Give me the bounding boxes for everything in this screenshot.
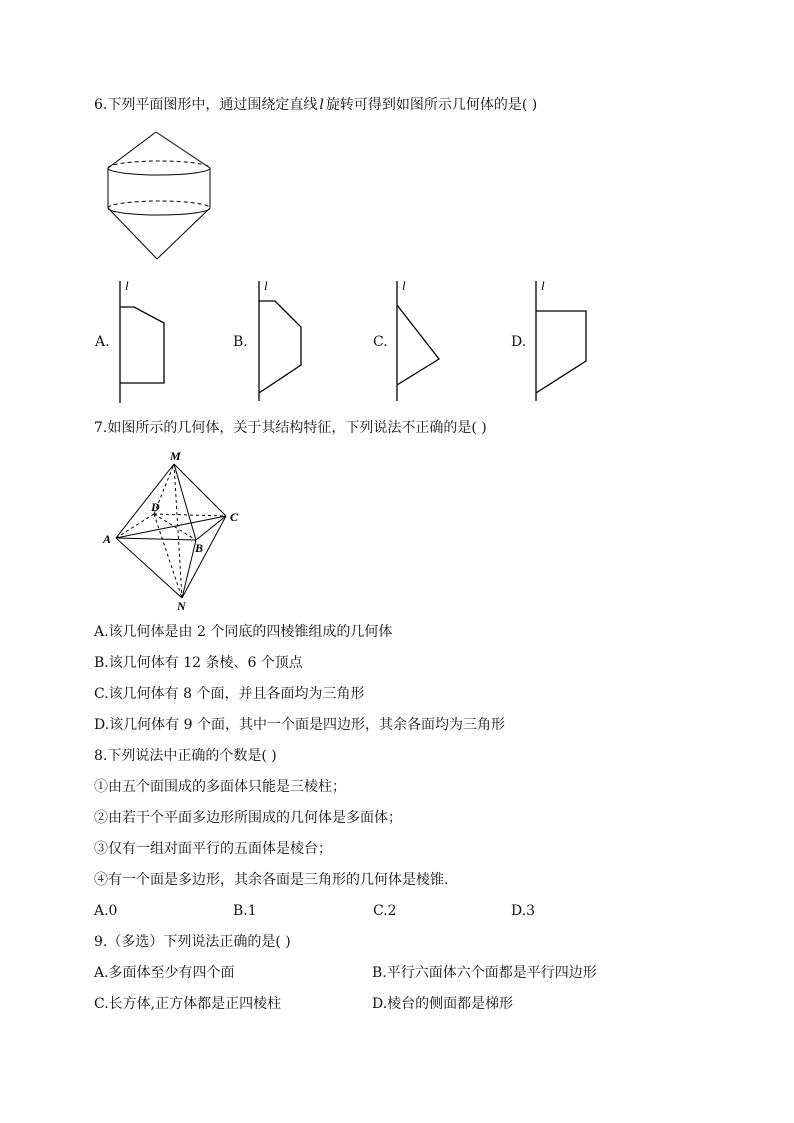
svg-text:l: l [402, 278, 406, 293]
q8-statement-2: ②由若干个平面多边形所围成的几何体是多面体； [94, 810, 402, 826]
vertex-d-label: D [151, 500, 160, 514]
svg-text:l: l [541, 278, 545, 293]
q7-stem: 7.如图所示的几何体，关于其结构特征，下列说法不正确的是( ) [94, 420, 487, 436]
vertex-b-label: B [195, 541, 204, 555]
q6-option-c-label: C. [373, 334, 388, 350]
q8-stem: 8.下列说法中正确的个数是( ) [94, 748, 277, 764]
q9-option-d: D.棱台的侧面都是梯形 [372, 996, 514, 1012]
q6-option-d-figure [530, 277, 594, 407]
q6-option-c-figure [391, 277, 451, 407]
vertex-a-label: A [103, 532, 112, 546]
q7-option-b: B.该几何体有 12 条棱、6 个顶点 [94, 655, 303, 671]
q6-stem-prefix: 6.下列平面图形中，通过围绕定直线 [94, 97, 318, 113]
q8-statement-1: ①由五个面围成的多面体只能是三棱柱； [94, 779, 346, 795]
vertex-c-label: C [230, 510, 239, 524]
q7-option-d: D.该几何体有 9 个面，其中一个面是四边形，其余各面均为三角形 [94, 717, 505, 733]
q9-option-b: B.平行六面体六个面都是平行四边形 [372, 965, 597, 981]
q8-statement-3: ③仅有一组对面平行的五面体是棱台； [94, 841, 332, 857]
q6-stem [94, 96, 537, 114]
q6-option-a-figure [114, 277, 174, 407]
q8-option-d: D.3 [511, 903, 536, 919]
q8-statement-4: ④有一个面是多边形，其余各面是三角形的几何体是棱锥. [94, 872, 449, 888]
q8-option-c: C.2 [373, 903, 397, 919]
q7-option-a: A.该几何体是由 2 个同底的四棱锥组成的几何体 [94, 624, 393, 640]
q6-stem-suffix: 旋转可得到如图所示几何体的是( ) [325, 97, 538, 113]
q6-line-variable: l [319, 97, 324, 113]
svg-text:l: l [264, 278, 268, 293]
q7-option-c: C.该几何体有 8 个面，并且各面均为三角形 [94, 686, 365, 702]
q8-option-a: A.0 [94, 903, 118, 919]
q7-octahedron-figure [100, 446, 260, 616]
q6-option-b-figure [253, 277, 313, 407]
q8-option-b: B.1 [233, 903, 257, 919]
q9-option-c: C.长方体,正方体都是正四棱柱 [94, 996, 282, 1012]
vertex-n-label: N [177, 599, 186, 613]
vertex-m-label: M [170, 449, 181, 463]
svg-text:l: l [125, 278, 129, 293]
q6-option-a-label: A. [95, 334, 110, 350]
q6-option-b-label: B. [233, 334, 248, 350]
q9-option-a: A.多面体至少有四个面 [94, 965, 235, 981]
q6-option-d-label: D. [511, 334, 527, 350]
q6-solid-figure [100, 128, 220, 264]
q9-stem: 9.（多选）下列说法正确的是( ) [94, 934, 291, 950]
